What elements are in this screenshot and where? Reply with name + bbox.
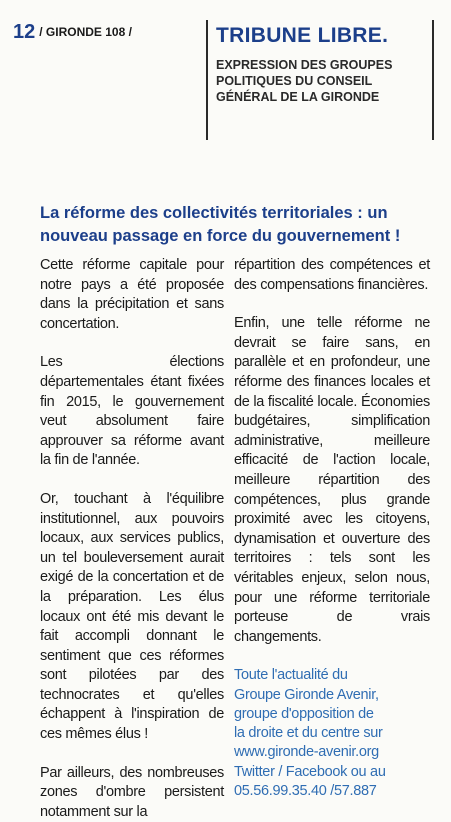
contact-line: Twitter / Facebook ou au [234, 763, 386, 780]
section-title: TRIBUNE LIBRE. [216, 24, 389, 47]
article-headline: La réforme des collectivités territoriales : un nouveau passage en force du gouvernement ! [40, 204, 401, 245]
website-link[interactable]: www.gironde-avenir.org [234, 744, 379, 761]
header-rule-left [206, 20, 208, 140]
issue-label: / GIRONDE 108 / [39, 25, 132, 39]
paragraph: répartition des compétences et des compensations financières. [234, 257, 430, 293]
article-column-right [234, 256, 430, 801]
contact-block [234, 666, 430, 801]
phone-number: 05.56.99.35.40 /57.887 [234, 783, 377, 800]
contact-line: groupe d'opposition de [234, 705, 374, 722]
header-rule-right [432, 20, 434, 140]
page-number-value: 12 [13, 21, 36, 43]
article-column-left [40, 256, 224, 822]
contact-line: la droite et du centre sur [234, 725, 383, 742]
contact-line: Toute l'actualité du [234, 667, 348, 684]
paragraph: Les élections départementales étant fixées fin 2015, le gouvernement veut absolument faire approuver sa réforme avant la fin de l'année. [40, 354, 224, 469]
paragraph: Enfin, une telle réforme ne devrait se faire sans, en parallèle et en profondeur, une réforme des finances locales et de la fiscalité locale. Économies budgétaires, simplification administrative, meilleure efficacité de l'action locale, meilleure répartition des compétences, plus grande proximité avec les citoyens, dynamisation et ouverture des territoires : tels sont les véritables enjeux, selon nous, pour une réforme territoriale porteuse de vrais changements. [234, 315, 430, 645]
section-subtitle: EXPRESSION DES GROUPES POLITIQUES DU CONSEIL GÉNÉRAL DE LA GIRONDE [216, 58, 393, 104]
paragraph: Or, touchant à l'équilibre institutionnel, aux pouvoirs locaux, aux services publics, un tel bouleversement aurait exigé de la concertation et de la préparation. Les élus locaux ont été mis devant le fait accompli donnant le sentiment que ces réformes sont pilotées par des technocrates et qu'elles échappent à l'inspiration de ces mêmes élus ! [40, 490, 224, 743]
paragraph: Cette réforme capitale pour notre pays a été proposée dans la précipitation et sans concertation. [40, 257, 224, 332]
contact-line: Groupe Gironde Avenir, [234, 686, 379, 703]
page-number [13, 21, 132, 44]
paragraph: Par ailleurs, des nombreuses zones d'ombre persistent notamment sur la [40, 764, 224, 820]
